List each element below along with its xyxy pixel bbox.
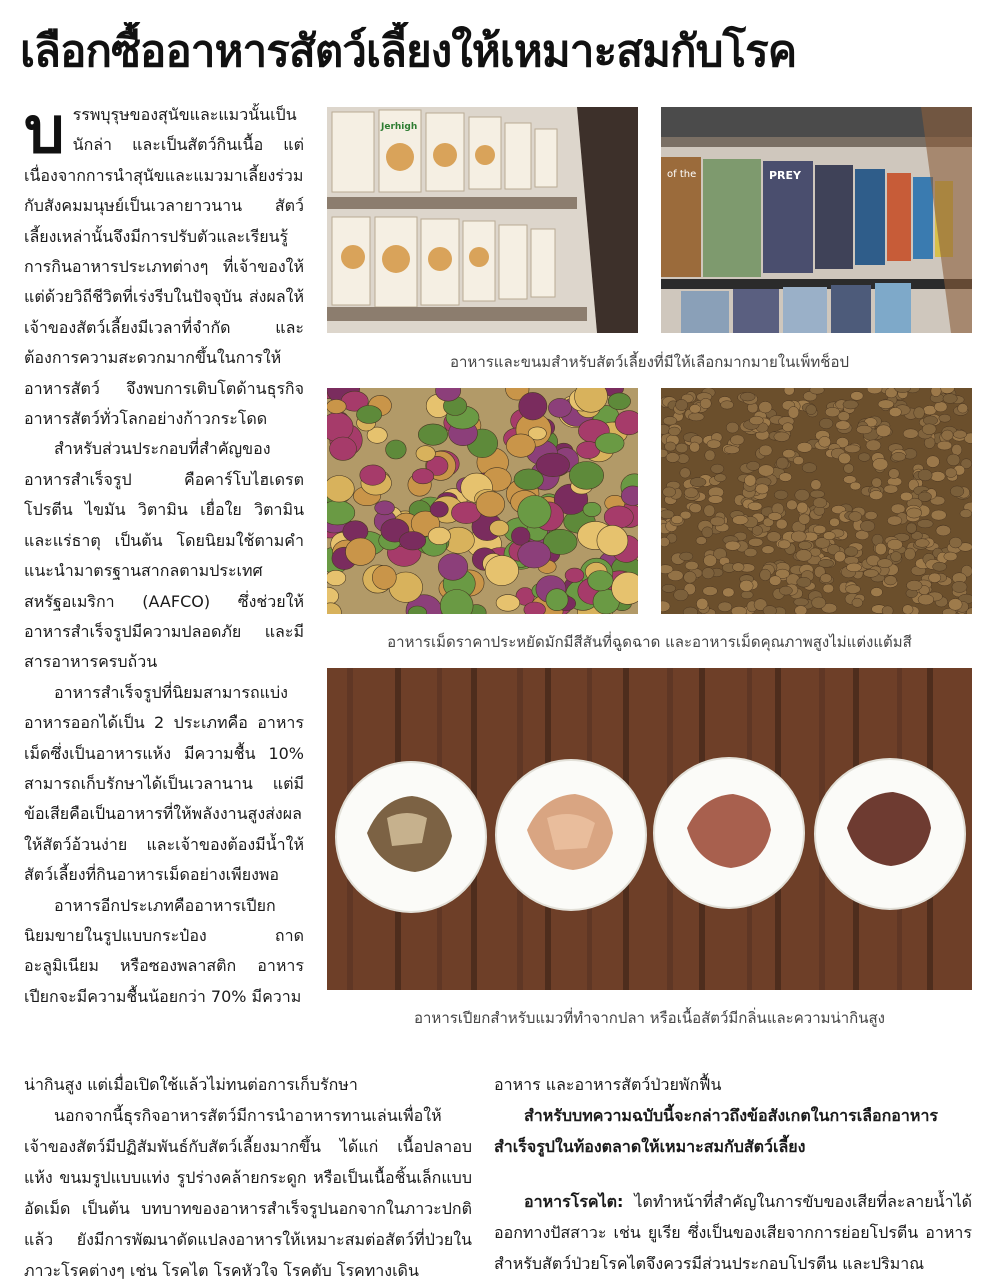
kibble-piece bbox=[704, 555, 717, 567]
kibble-piece bbox=[915, 539, 929, 548]
kibble-piece bbox=[860, 521, 875, 532]
kibble-piece bbox=[702, 527, 713, 538]
kibble-piece bbox=[661, 537, 670, 547]
kibble-piece bbox=[774, 432, 790, 442]
kibble-piece bbox=[506, 434, 535, 457]
kibble-piece bbox=[663, 417, 677, 426]
kibble-piece bbox=[430, 501, 448, 517]
kibble-piece bbox=[518, 496, 551, 529]
kibble-piece bbox=[937, 441, 952, 450]
kibble-piece bbox=[884, 576, 896, 585]
kibble-piece bbox=[663, 487, 676, 497]
drop-cap: บ bbox=[24, 94, 65, 168]
kibble-piece bbox=[917, 520, 933, 528]
kibble-piece bbox=[776, 519, 787, 529]
kidney-heading: อาหารโรคไต: bbox=[524, 1192, 624, 1211]
kibble-piece bbox=[877, 559, 892, 568]
kibble-piece bbox=[731, 606, 747, 614]
intro-paragraph bbox=[24, 94, 304, 434]
kibble-piece bbox=[608, 393, 630, 410]
kibble-piece bbox=[744, 548, 757, 557]
pet-shop-shelf-photo-right bbox=[661, 107, 972, 333]
kibble-piece bbox=[891, 552, 902, 562]
pack-label-prey: PREY bbox=[769, 169, 802, 182]
kidney-text: ไตทำหน้าที่สำคัญในการขับของเสียที่ละลายน้ำได้ออกทางปัสสาวะ เช่น ยูเรีย ซึ่งเป็นของเสียจากการย่อยโปรตีน อาหารสำหรับสัตว์ป่วยโรคไตจึงควรมีส่วนประกอบโปรตีน และปริมาณ bbox=[494, 1192, 972, 1273]
kibble-piece bbox=[904, 548, 915, 560]
kibble-piece bbox=[810, 490, 825, 498]
kibble-piece bbox=[863, 569, 878, 577]
kibble-piece bbox=[793, 456, 803, 464]
kibble-piece bbox=[866, 440, 881, 451]
caption-pet-shop: อาหารและขนมสำหรับสัตว์เลี้ยงที่มีให้เลือกมากมายในเพ็ทช็อป bbox=[450, 353, 849, 371]
kibble-piece bbox=[823, 532, 835, 540]
kibble-piece bbox=[705, 450, 715, 461]
kibble-piece bbox=[797, 577, 811, 587]
kibble-piece bbox=[768, 512, 782, 520]
kibble-piece bbox=[802, 463, 816, 473]
kibble-piece bbox=[823, 584, 834, 593]
kibble-piece bbox=[820, 574, 831, 583]
kibble-piece bbox=[889, 469, 900, 479]
kibble-piece bbox=[871, 588, 883, 597]
kibble-piece bbox=[680, 552, 693, 561]
kibble-piece bbox=[813, 498, 827, 508]
kibble-piece bbox=[794, 598, 809, 606]
kibble-piece bbox=[944, 552, 957, 561]
kibble-piece bbox=[958, 404, 968, 414]
kibble-piece bbox=[819, 418, 833, 429]
kibble-piece bbox=[949, 537, 962, 548]
kibble-piece bbox=[597, 525, 628, 555]
kibble-piece bbox=[711, 464, 724, 473]
continuation-line: น่ากินสูง แต่เมื่อเปิดใช้แล้วไม่ทนต่อการเก็บรักษา bbox=[24, 1075, 358, 1094]
kibble-piece bbox=[386, 440, 407, 459]
kibble-piece bbox=[846, 563, 861, 572]
paragraph-4: อาหารอีกประเภทคืออาหารเปียกนิยมขายในรูปแบบกระป๋อง ถาด อะลูมิเนียม หรือซองพลาสติก อาหารเปียกจะมีความชื้นน้อยกว่า 70% มีความ bbox=[24, 895, 304, 1006]
kibble-piece bbox=[758, 465, 774, 477]
kibble-piece bbox=[759, 401, 772, 413]
kibble-piece bbox=[514, 469, 543, 490]
kibble-piece bbox=[774, 490, 788, 499]
kibble-piece bbox=[878, 400, 894, 409]
colorful-kibble-photo bbox=[327, 388, 638, 614]
kibble-piece bbox=[887, 539, 902, 550]
kibble-piece bbox=[856, 425, 872, 434]
kibble-piece bbox=[870, 491, 883, 500]
kibble-piece bbox=[934, 402, 947, 412]
kibble-piece bbox=[936, 525, 951, 536]
kibble-piece bbox=[923, 416, 937, 425]
kibble-piece bbox=[375, 501, 395, 515]
kibble-piece bbox=[725, 541, 740, 550]
kibble-piece bbox=[918, 469, 932, 481]
kibble-piece bbox=[788, 407, 799, 419]
kibble-piece bbox=[830, 518, 840, 527]
kibble-piece bbox=[892, 452, 906, 461]
kibble-piece bbox=[783, 449, 796, 458]
kibble-piece bbox=[846, 585, 861, 594]
kibble-piece bbox=[926, 456, 939, 468]
kibble-piece bbox=[710, 517, 725, 526]
kibble-piece bbox=[813, 525, 826, 534]
kibble-piece bbox=[819, 436, 831, 447]
kibble-piece bbox=[733, 563, 745, 572]
kibble-piece bbox=[702, 568, 714, 579]
kibble-piece bbox=[903, 429, 918, 439]
kibble-piece bbox=[718, 602, 732, 612]
kibble-piece bbox=[732, 515, 748, 524]
kibble-piece bbox=[669, 427, 681, 436]
kibble-piece bbox=[696, 598, 708, 609]
kibble-piece bbox=[708, 495, 723, 503]
kibble-piece bbox=[858, 453, 870, 462]
kibble-piece bbox=[476, 491, 505, 517]
kibble-piece bbox=[779, 586, 792, 595]
kibble-piece bbox=[836, 421, 851, 430]
kibble-piece bbox=[838, 412, 850, 421]
kibble-piece bbox=[922, 424, 936, 435]
kibble-piece bbox=[730, 435, 744, 445]
kibble-piece bbox=[748, 502, 762, 510]
kibble-piece bbox=[852, 598, 863, 607]
kidney-paragraph bbox=[494, 1186, 972, 1279]
kibble-piece bbox=[907, 508, 922, 518]
kibble-piece bbox=[891, 504, 905, 514]
left-column bbox=[24, 94, 304, 1012]
kibble-piece bbox=[939, 414, 951, 422]
kibble-piece bbox=[845, 547, 858, 557]
kibble-piece bbox=[950, 486, 964, 497]
kibble-piece bbox=[933, 562, 947, 571]
kibble-piece bbox=[795, 489, 810, 501]
kibble-piece bbox=[776, 457, 788, 469]
kibble-piece bbox=[416, 446, 435, 462]
kibble-piece bbox=[741, 591, 753, 599]
kibble-piece bbox=[900, 492, 912, 501]
paragraph-1: รรพบุรุษของสุนัขและแมวนั้นเป็นนักล่า และเป็นสัตว์กินเนื้อ แต่เนื่องจากการนำสุนัขและแมวมาเลี้ยงร่วมกับสังคมมนุษย์เป็นเวลายาวนาน สัตว์เลี้ยงเหล่านั้นจึงมีการปรับตัวและเรียนรู้การกินอาหารประเภทต่างๆ ที่เจ้าของให้ แต่ด้วยวิถีชีวิตที่เร่งรีบในปัจจุบัน ส่งผลให้เจ้าของสัตว์เลี้ยงมีเวลาที่จำกัด และต้องการความสะดวกมากขึ้นในการให้อาหารสัตว์ จึงพบการเติบโตด้านธุรกิจอาหารสัตว์ทั่วโลกอย่างก้าวกระโดด bbox=[24, 105, 304, 429]
kibble-piece bbox=[662, 584, 676, 592]
kibble-piece bbox=[779, 473, 792, 482]
kibble-piece bbox=[948, 599, 962, 611]
kibble-piece bbox=[882, 606, 893, 614]
kibble-piece bbox=[485, 555, 518, 585]
kibble-piece bbox=[548, 398, 571, 417]
kibble-piece bbox=[865, 511, 877, 519]
kibble-piece bbox=[787, 500, 798, 510]
article-title: เลือกซื้ออาหารสัตว์เลี้ยงให้เหมาะสมกับโรค bbox=[20, 26, 797, 77]
kibble-piece bbox=[791, 531, 806, 542]
kibble-piece bbox=[684, 571, 697, 583]
kibble-piece bbox=[490, 520, 509, 536]
wet-food-plates-photo bbox=[327, 668, 972, 990]
kibble-piece bbox=[327, 400, 346, 414]
kibble-piece bbox=[704, 505, 715, 517]
kibble-piece bbox=[844, 445, 860, 453]
kibble-piece bbox=[428, 527, 450, 544]
kibble-piece bbox=[889, 407, 901, 416]
kibble-piece bbox=[583, 502, 601, 516]
kibble-piece bbox=[906, 523, 916, 533]
kibble-piece bbox=[690, 404, 701, 413]
kibble-piece bbox=[796, 550, 812, 562]
kibble-piece bbox=[943, 394, 957, 404]
kibble-piece bbox=[724, 446, 739, 454]
kibble-piece bbox=[740, 580, 754, 591]
kibble-piece bbox=[931, 510, 946, 520]
kibble-piece bbox=[327, 476, 354, 503]
kibble-piece bbox=[726, 422, 739, 433]
pet-shop-shelf-photo-left bbox=[327, 107, 638, 333]
kibble-piece bbox=[744, 475, 756, 487]
kibble-piece bbox=[684, 488, 698, 498]
bottom-left-column bbox=[24, 1069, 472, 1286]
kibble-piece bbox=[696, 537, 707, 545]
kibble-piece bbox=[760, 569, 771, 581]
kibble-piece bbox=[799, 514, 810, 525]
kibble-piece bbox=[759, 445, 772, 456]
kibble-piece bbox=[783, 423, 794, 432]
kibble-piece bbox=[834, 551, 845, 562]
kibble-piece bbox=[947, 454, 960, 466]
article-intro: สำหรับบทความฉบับนี้จะกล่าวถึงข้อสังเกตในการเลือกอาหารสำเร็จรูปในท้องตลาดให้เหมาะสมกับสัตว์เลี้ยง bbox=[494, 1106, 939, 1156]
kibble-piece bbox=[762, 546, 774, 554]
caption-kibble: อาหารเม็ดราคาประหยัดมักมีสีสันที่ฉูดฉาด และอาหารเม็ดคุณภาพสูงไม่แต่งแต้มสี bbox=[387, 633, 912, 651]
kibble-piece bbox=[690, 503, 702, 513]
kibble-piece bbox=[797, 442, 812, 452]
kibble-piece bbox=[703, 586, 718, 595]
kibble-piece bbox=[723, 588, 735, 597]
kibble-piece bbox=[749, 416, 763, 425]
kibble-piece bbox=[918, 492, 931, 502]
kibble-piece bbox=[906, 580, 922, 590]
kibble-piece bbox=[685, 561, 698, 570]
kibble-piece bbox=[851, 392, 864, 401]
kibble-piece bbox=[519, 392, 547, 420]
kibble-piece bbox=[690, 442, 700, 452]
pack-label-of-the: of the bbox=[667, 169, 697, 180]
kibble-piece bbox=[769, 576, 781, 586]
kibble-piece bbox=[839, 453, 851, 464]
kibble-piece bbox=[721, 401, 734, 409]
paragraph-2: สำหรับส่วนประกอบที่สำคัญของอาหารสำเร็จรูป คือคาร์โบไฮเดรต โปรตีน ไขมัน วิตามิน เยื่อใย วิตามิน และแร่ธาตุ เป็นต้น โดยนิยมใช้ตามคำแนะนำมาตรฐานสากลตามประเทศสหรัฐอเมริกา (AAFCO) ซึ่งช่วยให้อาหารสำเร็จรูปมีความปลอดภัย และมีสารอาหารครบถ้วน bbox=[24, 439, 304, 672]
kibble-piece bbox=[418, 424, 447, 445]
bottom-right-column bbox=[494, 1069, 972, 1279]
kibble-piece bbox=[438, 554, 468, 581]
kibble-piece bbox=[676, 443, 688, 453]
kibble-piece bbox=[873, 458, 888, 470]
kibble-piece bbox=[875, 543, 886, 555]
kibble-piece bbox=[812, 597, 826, 609]
kibble-piece bbox=[346, 538, 376, 565]
kibble-piece bbox=[518, 541, 551, 568]
kibble-piece bbox=[595, 433, 624, 453]
kibble-piece bbox=[930, 471, 945, 481]
kibble-piece bbox=[795, 606, 807, 614]
kibble-piece bbox=[942, 430, 954, 440]
kibble-piece bbox=[843, 400, 858, 409]
kibble-piece bbox=[327, 570, 346, 585]
kibble-piece bbox=[952, 444, 962, 455]
kibble-piece bbox=[952, 581, 967, 592]
kibble-piece bbox=[372, 565, 396, 589]
kibble-piece bbox=[665, 442, 676, 451]
kibble-piece bbox=[887, 516, 902, 525]
kibble-piece bbox=[747, 461, 760, 470]
kibble-piece bbox=[740, 392, 755, 401]
kibble-piece bbox=[674, 589, 689, 601]
kibble-piece bbox=[797, 502, 808, 513]
kibble-piece bbox=[666, 453, 679, 463]
kibble-piece bbox=[825, 407, 840, 417]
kibble-piece bbox=[357, 406, 382, 424]
caption-wet-food: อาหารเปียกสำหรับแมวที่ทำจากปลา หรือเนื้อสัตว์มีกลิ่นและความน่ากินสูง bbox=[414, 1009, 885, 1027]
kibble-piece bbox=[588, 571, 613, 591]
kibble-piece bbox=[412, 469, 434, 484]
kibble-piece bbox=[496, 595, 520, 612]
kibble-piece bbox=[844, 464, 854, 474]
kibble-piece bbox=[872, 478, 882, 488]
kibble-piece bbox=[604, 506, 633, 528]
kibble-piece bbox=[360, 465, 386, 485]
kibble-piece bbox=[536, 453, 569, 477]
kibble-piece bbox=[931, 388, 941, 397]
kibble-piece bbox=[850, 482, 861, 490]
kibble-piece bbox=[953, 430, 966, 438]
continuation-line-right: อาหาร และอาหารสัตว์ป่วยพักฟื้น bbox=[494, 1075, 722, 1094]
kibble-piece bbox=[565, 568, 584, 582]
pack-brand-label: Jerhigh bbox=[381, 122, 418, 132]
kibble-piece bbox=[707, 440, 721, 449]
kibble-piece bbox=[876, 425, 891, 437]
kibble-piece bbox=[676, 399, 688, 410]
kibble-piece bbox=[818, 559, 833, 567]
kibble-piece bbox=[798, 541, 811, 549]
kibble-piece bbox=[884, 485, 898, 493]
kibble-piece bbox=[763, 606, 777, 614]
kibble-piece bbox=[690, 478, 706, 487]
kibble-piece bbox=[399, 532, 425, 550]
kibble-piece bbox=[811, 480, 821, 490]
kibble-piece bbox=[806, 405, 817, 415]
kibble-piece bbox=[661, 565, 673, 574]
paragraph-3: อาหารสำเร็จรูปที่นิยมสามารถแบ่งอาหารออกได้เป็น 2 ประเภทคือ อาหารเม็ดซึ่งเป็นอาหารแห้ง มีความชื้น 10% สามารถเก็บรักษาได้เป็นเวลานาน แต่มีข้อเสียคือเป็นอาหารที่ให้พลังงานสูงส่งผลให้สัตว์อ้วนง่าย และเจ้าของต้องมีน้ำให้สัตว์เลี้ยงที่กินอาหารเม็ดอย่างเพียงพอ bbox=[24, 682, 304, 885]
kibble-piece bbox=[748, 538, 763, 546]
kibble-piece bbox=[756, 484, 769, 494]
kibble-piece bbox=[960, 509, 972, 517]
kibble-piece bbox=[945, 468, 956, 478]
kibble-piece bbox=[700, 398, 711, 408]
kibble-piece bbox=[849, 512, 862, 522]
kibble-piece bbox=[810, 388, 825, 394]
plain-kibble-photo bbox=[661, 388, 972, 614]
kibble-piece bbox=[918, 594, 934, 605]
kibble-piece bbox=[903, 605, 914, 614]
kibble-piece bbox=[714, 474, 726, 482]
kibble-piece bbox=[929, 573, 941, 583]
kibble-piece bbox=[330, 437, 357, 460]
kibble-piece bbox=[914, 407, 925, 419]
kibble-piece bbox=[546, 589, 568, 611]
kibble-piece bbox=[688, 413, 704, 421]
kibble-piece bbox=[778, 540, 790, 549]
kibble-piece bbox=[671, 515, 683, 523]
kibble-piece bbox=[680, 468, 691, 478]
paragraph-5: นอกจากนี้ธุรกิจอาหารสัตว์มีการนำอาหารทานเล่นเพื่อให้เจ้าของสัตว์มีปฏิสัมพันธ์กับสัตว์เลี้ยงมากขึ้น ได้แก่ เนื้อปลาอบแห้ง ขนมรูปแบบแท่ง รูปร่างคล้ายกระดูก หรือเป็นเนื้อชิ้นเล็กแบบอัดเม็ด เป็นต้น บทบาทของอาหารสำเร็จรูปนอกจากในภาวะปกติแล้ว ยังมีการพัฒนาดัดแปลงอาหารให้เหมาะสมต่อสัตว์ที่ป่วยในภาวะโรคต่างๆ เช่น โรคไต โรคหัวใจ โรคตับ โรคทางเดิน bbox=[24, 1106, 472, 1280]
kibble-piece bbox=[569, 462, 603, 490]
